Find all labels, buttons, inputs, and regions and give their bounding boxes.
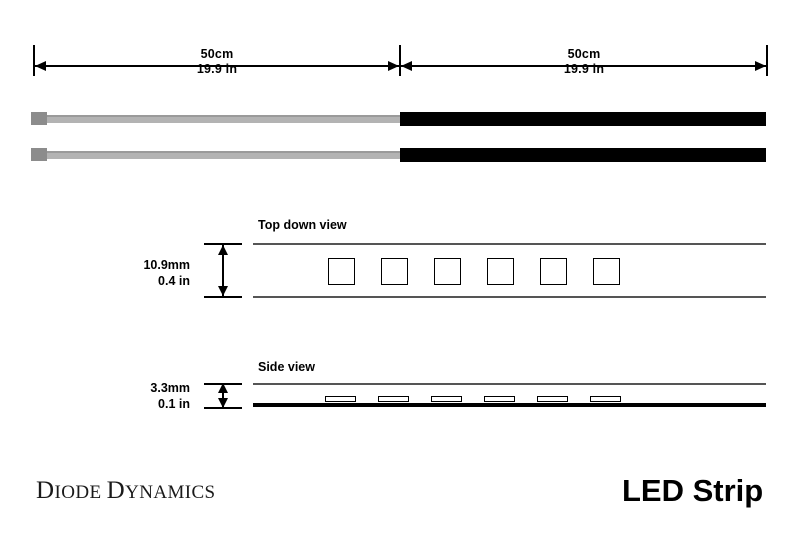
top-down-arrow-down-icon <box>218 286 228 296</box>
side-arrow-up-icon <box>218 383 228 393</box>
top-down-edge-lower <box>253 296 766 298</box>
led-side-4 <box>484 396 515 402</box>
strip-body-top <box>400 112 766 126</box>
led-top-6 <box>593 258 620 285</box>
led-side-1 <box>325 396 356 402</box>
side-view-title: Side view <box>258 360 315 374</box>
top-down-arrow-up-icon <box>218 245 228 255</box>
led-top-2 <box>381 258 408 285</box>
led-side-3 <box>431 396 462 402</box>
connector-plug-top <box>31 112 47 125</box>
side-edge-upper <box>253 383 766 385</box>
dim-arrow-left-end-icon <box>388 61 399 71</box>
dimension-label-right <box>517 47 651 77</box>
dim-tick-right <box>766 45 768 76</box>
top-down-metric: 10.9mm <box>143 258 190 272</box>
connector-plug-bottom <box>31 148 47 161</box>
dim-arrow-right-start-icon <box>401 61 412 71</box>
led-top-3 <box>434 258 461 285</box>
side-edge-lower <box>253 403 766 407</box>
dimension-right-imperial: 19.9 in <box>563 62 605 76</box>
strip-body-bottom <box>400 148 766 162</box>
top-down-tick-lower <box>204 296 242 298</box>
brand-text-iode: IODE <box>54 482 107 503</box>
brand-text-d1: D <box>36 477 55 504</box>
lead-wire-bottom-edge <box>47 151 400 153</box>
led-top-1 <box>328 258 355 285</box>
led-side-6 <box>590 396 621 402</box>
led-side-5 <box>537 396 568 402</box>
dim-arrow-right-end-icon <box>755 61 766 71</box>
lead-wire-top-edge <box>47 115 400 117</box>
dim-arrow-left-start-icon <box>35 61 46 71</box>
product-title: LED Strip <box>622 473 764 508</box>
dimension-right-metric: 50cm <box>567 47 601 61</box>
side-measure-label <box>90 380 190 412</box>
top-down-imperial: 0.4 in <box>158 274 190 288</box>
brand-text-d2: D <box>106 477 126 504</box>
led-side-2 <box>378 396 409 402</box>
dimension-label-left <box>150 47 284 77</box>
brand-logo <box>36 477 216 505</box>
led-top-5 <box>540 258 567 285</box>
dimension-left-metric: 50cm <box>200 47 234 61</box>
dimension-left-imperial: 19.9 in <box>196 62 238 76</box>
brand-text-ynamics: YNAMICS <box>125 482 216 503</box>
side-imperial: 0.1 in <box>158 397 190 411</box>
top-down-measure-label <box>90 257 190 289</box>
side-metric: 3.3mm <box>150 381 190 395</box>
top-down-view-title: Top down view <box>258 218 347 232</box>
top-down-edge-upper <box>253 243 766 245</box>
led-top-4 <box>487 258 514 285</box>
side-arrow-down-icon <box>218 398 228 408</box>
